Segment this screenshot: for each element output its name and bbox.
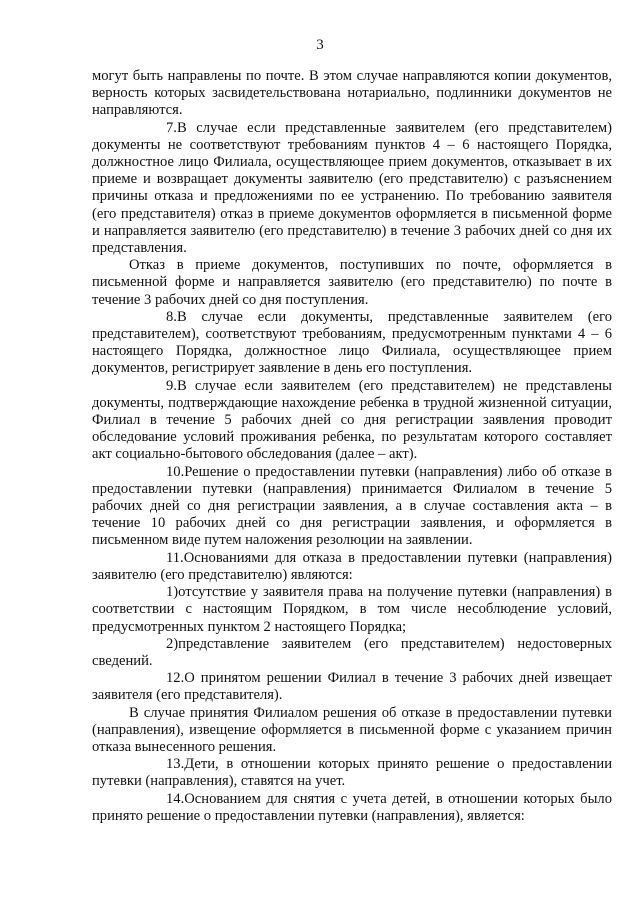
paragraph-text: В случае если представленные заявителем (его представителем) документы не соответствуют требованиям пунктов 4 – 6 настоящего Порядка, должностное лицо Филиала, осуществляющее прием документов, отказывает в их приеме и возвращает документы заявителю (его представителю) с разъяснением причины отказа и предложениями по ее устранению. По требованию заявителя (его представителя) отказ в приеме документов оформляется в письменной форме и направляется заявителю (его представителю) в течение 3 рабочих дней со дня их представления. (92, 119, 612, 257)
paragraph-text: Основанием для снятия с учета детей, в отношении которых было принято решение о предоставлении путевки (направления), является: (92, 790, 612, 824)
paragraph-12 (92, 670, 612, 704)
paragraph-number: 11. (166, 549, 184, 566)
list-item-number: 2) (166, 635, 179, 652)
paragraph-13 (92, 756, 612, 790)
paragraph-text: О принятом решении Филиал в течение 3 рабочих дней извещает заявителя (его представителя). (92, 670, 612, 704)
list-item-text: представление заявителем (его представителем) недостоверных сведений. (92, 635, 612, 669)
list-item-2 (92, 636, 612, 670)
paragraph-number: 8. (166, 308, 177, 325)
paragraph-number: 10. (166, 463, 185, 480)
paragraph-11 (92, 550, 612, 584)
paragraph-text: Дети, в отношении которых принято решение о предоставлении путевки (направления), ставятся на учет. (92, 756, 612, 790)
paragraph-10 (92, 464, 612, 550)
paragraph-9 (92, 378, 612, 464)
paragraph-7 (92, 120, 612, 258)
paragraph-number: 14. (166, 790, 185, 807)
paragraph-number: 13. (166, 756, 185, 773)
list-item-number: 1) (166, 584, 179, 601)
paragraph-text: Отказ в приеме документов, поступивших по почте, оформляется в письменной форме и направляется заявителю (его представителю) по почте в течение 3 рабочих дней со дня поступления. (92, 257, 612, 308)
paragraph-text: В случае принятия Филиалом решения об отказе в предоставлении путевки (направления), извещение оформляется в письменной форме с указанием причин отказа вынесенного решения. (92, 704, 612, 755)
paragraph-number: 7. (166, 119, 177, 136)
paragraph-text: Решение о предоставлении путевки (направления) либо об отказе в предоставлении путевки (направления) принимается Филиалом в течение 5 рабочих дней со дня регистрации заявления, а в случае составления акта – в течение 10 рабочих дней со дня регистрации заявления, и оформляется в письменном виде путем наложения резолюции на заявлении. (92, 463, 612, 549)
paragraph-text: В случае если документы, представленные заявителем (его представителем), соответствуют требованиям, предусмотренным пунктами 4 – 6 настоящего Порядка, должностное лицо Филиала, осуществляющее прием документов, регистрирует заявление в день его поступления. (92, 308, 612, 377)
paragraph-14 (92, 791, 612, 825)
paragraph-7-postal (92, 257, 612, 309)
paragraph-text: Основаниями для отказа в предоставлении путевки (направления) заявителю (его представителю) являются: (92, 549, 612, 583)
list-item-1 (92, 584, 612, 636)
paragraph-8 (92, 309, 612, 378)
paragraph-number: 12. (166, 670, 185, 687)
paragraph-text: В случае если заявителем (его представителем) не представлены документы, подтверждающие нахождение ребенка в трудной жизненной ситуации, Филиал в течение 5 рабочих дней со дня регистрации заявления проводит обследование условий проживания ребенка, по результатам которого составляет акт социально-бытового обследования (далее – акт). (92, 377, 612, 463)
paragraph-12-refusal (92, 705, 612, 757)
paragraph-number: 9. (166, 377, 177, 394)
paragraph-continuation (92, 68, 612, 120)
list-item-text: отсутствие у заявителя права на получение путевки (направления) в соответствии с настоящим Порядком, в том числе несоблюдение условий, предусмотренных пунктом 2 настоящего Порядка; (92, 584, 612, 635)
page-number: 3 (316, 37, 324, 53)
paragraph-text: могут быть направлены по почте. В этом случае направляются копии документов, верность которых засвидетельствована нотариально, подлинники документов не направляются. (92, 68, 612, 119)
document-body (92, 68, 612, 825)
